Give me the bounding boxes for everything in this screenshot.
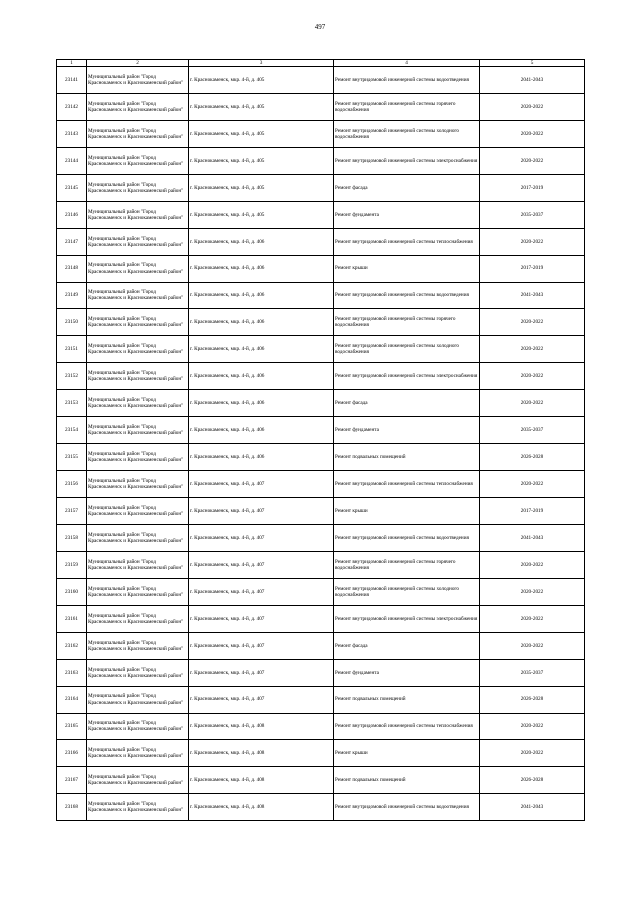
row-number-cell: 23148: [57, 255, 87, 282]
row-number-cell: 23145: [57, 174, 87, 201]
table-row: [57, 551, 585, 578]
row-number-cell: 23165: [57, 713, 87, 740]
address-cell: г. Краснокаменск, мкр. 4-й, д. 407: [189, 498, 334, 525]
period-cell: 2020-2022: [480, 363, 585, 390]
table-row: [57, 444, 585, 471]
work-type-cell: Ремонт фасада: [334, 390, 480, 417]
table-row: [57, 147, 585, 174]
municipality-cell: Муниципальный район "Город Краснокаменск и Краснокаменский район": [87, 363, 189, 390]
period-cell: 2035-2037: [480, 417, 585, 444]
period-cell: 2017-2019: [480, 174, 585, 201]
period-cell: 2020-2022: [480, 309, 585, 336]
table-row: [57, 336, 585, 363]
row-number-cell: 23150: [57, 309, 87, 336]
column-number-row: [57, 60, 585, 67]
work-type-cell: Ремонт внутридомовой инженерной системы электроснабжения: [334, 147, 480, 174]
table-row: [57, 659, 585, 686]
municipality-cell: Муниципальный район "Город Краснокаменск и Краснокаменский район": [87, 309, 189, 336]
table-row: [57, 471, 585, 498]
address-cell: г. Краснокаменск, мкр. 4-й, д. 406: [189, 417, 334, 444]
table-row: [57, 498, 585, 525]
municipality-cell: Муниципальный район "Город Краснокаменск и Краснокаменский район": [87, 147, 189, 174]
row-number-cell: 23151: [57, 336, 87, 363]
table-row: [57, 255, 585, 282]
municipality-cell: Муниципальный район "Город Краснокаменск и Краснокаменский район": [87, 498, 189, 525]
municipality-cell: Муниципальный район "Город Краснокаменск и Краснокаменский район": [87, 390, 189, 417]
address-cell: г. Краснокаменск, мкр. 4-й, д. 405: [189, 67, 334, 94]
municipality-cell: Муниципальный район "Город Краснокаменск и Краснокаменский район": [87, 255, 189, 282]
table-row: [57, 309, 585, 336]
work-type-cell: Ремонт фасада: [334, 174, 480, 201]
period-cell: 2035-2037: [480, 659, 585, 686]
address-cell: г. Краснокаменск, мкр. 4-й, д. 406: [189, 336, 334, 363]
address-cell: г. Краснокаменск, мкр. 4-й, д. 406: [189, 363, 334, 390]
work-type-cell: Ремонт внутридомовой инженерной системы горячего водоснабжения: [334, 93, 480, 120]
work-type-cell: Ремонт фасада: [334, 632, 480, 659]
row-number-cell: 23159: [57, 551, 87, 578]
row-number-cell: 23168: [57, 794, 87, 821]
row-number-cell: 23166: [57, 740, 87, 767]
period-cell: 2026-2028: [480, 686, 585, 713]
period-cell: 2041-2043: [480, 67, 585, 94]
table-row: [57, 767, 585, 794]
row-number-cell: 23160: [57, 578, 87, 605]
table-row: [57, 686, 585, 713]
work-type-cell: Ремонт внутридомовой инженерной системы водоотведения: [334, 67, 480, 94]
period-cell: 2035-2037: [480, 201, 585, 228]
table-row: [57, 417, 585, 444]
row-number-cell: 23143: [57, 120, 87, 147]
row-number-cell: 23158: [57, 524, 87, 551]
table-row: [57, 794, 585, 821]
row-number-cell: 23161: [57, 605, 87, 632]
table-row: [57, 740, 585, 767]
period-cell: 2020-2022: [480, 147, 585, 174]
work-type-cell: Ремонт внутридомовой инженерной системы холодного водоснабжения: [334, 578, 480, 605]
row-number-cell: 23164: [57, 686, 87, 713]
municipality-cell: Муниципальный район "Город Краснокаменск и Краснокаменский район": [87, 713, 189, 740]
municipality-cell: Муниципальный район "Город Краснокаменск и Краснокаменский район": [87, 93, 189, 120]
table-row: [57, 524, 585, 551]
address-cell: г. Краснокаменск, мкр. 4-й, д. 405: [189, 174, 334, 201]
row-number-cell: 23141: [57, 67, 87, 94]
period-cell: 2041-2043: [480, 524, 585, 551]
table-row: [57, 390, 585, 417]
address-cell: г. Краснокаменск, мкр. 4-й, д. 406: [189, 282, 334, 309]
municipality-cell: Муниципальный район "Город Краснокаменск и Краснокаменский район": [87, 605, 189, 632]
work-type-cell: Ремонт внутридомовой инженерной системы теплоснабжения: [334, 471, 480, 498]
period-cell: 2020-2022: [480, 713, 585, 740]
period-cell: 2020-2022: [480, 605, 585, 632]
row-number-cell: 23149: [57, 282, 87, 309]
column-number-header: 3: [189, 60, 334, 67]
period-cell: 2026-2028: [480, 767, 585, 794]
address-cell: г. Краснокаменск, мкр. 4-й, д. 407: [189, 686, 334, 713]
period-cell: 2020-2022: [480, 93, 585, 120]
work-type-cell: Ремонт фундамента: [334, 417, 480, 444]
work-type-cell: Ремонт крыши: [334, 255, 480, 282]
table-row: [57, 120, 585, 147]
period-cell: 2026-2028: [480, 444, 585, 471]
row-number-cell: 23142: [57, 93, 87, 120]
period-cell: 2017-2019: [480, 498, 585, 525]
address-cell: г. Краснокаменск, мкр. 4-й, д. 405: [189, 93, 334, 120]
work-type-cell: Ремонт внутридомовой инженерной системы электроснабжения: [334, 363, 480, 390]
work-type-cell: Ремонт внутридомовой инженерной системы холодного водоснабжения: [334, 336, 480, 363]
work-type-cell: Ремонт подвальных помещений: [334, 767, 480, 794]
address-cell: г. Краснокаменск, мкр. 4-й, д. 406: [189, 444, 334, 471]
period-cell: 2020-2022: [480, 551, 585, 578]
address-cell: г. Краснокаменск, мкр. 4-й, д. 407: [189, 471, 334, 498]
row-number-cell: 23146: [57, 201, 87, 228]
table-row: [57, 93, 585, 120]
period-cell: 2020-2022: [480, 471, 585, 498]
work-type-cell: Ремонт крыши: [334, 740, 480, 767]
row-number-cell: 23153: [57, 390, 87, 417]
table-body: [57, 67, 585, 821]
row-number-cell: 23154: [57, 417, 87, 444]
period-cell: 2020-2022: [480, 390, 585, 417]
table-row: [57, 605, 585, 632]
municipality-cell: Муниципальный район "Город Краснокаменск и Краснокаменский район": [87, 336, 189, 363]
municipality-cell: Муниципальный район "Город Краснокаменск и Краснокаменский район": [87, 659, 189, 686]
work-type-cell: Ремонт фундамента: [334, 201, 480, 228]
row-number-cell: 23144: [57, 147, 87, 174]
work-type-cell: Ремонт внутридомовой инженерной системы водоотведения: [334, 524, 480, 551]
period-cell: 2020-2022: [480, 336, 585, 363]
municipality-cell: Муниципальный район "Город Краснокаменск и Краснокаменский район": [87, 174, 189, 201]
address-cell: г. Краснокаменск, мкр. 4-й, д. 407: [189, 605, 334, 632]
address-cell: г. Краснокаменск, мкр. 4-й, д. 407: [189, 632, 334, 659]
address-cell: г. Краснокаменск, мкр. 4-й, д. 405: [189, 147, 334, 174]
work-type-cell: Ремонт фундамента: [334, 659, 480, 686]
work-type-cell: Ремонт внутридомовой инженерной системы водоотведения: [334, 794, 480, 821]
table-row: [57, 578, 585, 605]
municipality-cell: Муниципальный район "Город Краснокаменск и Краснокаменский район": [87, 632, 189, 659]
row-number-cell: 23156: [57, 471, 87, 498]
table-row: [57, 201, 585, 228]
work-type-cell: Ремонт внутридомовой инженерной системы водоотведения: [334, 282, 480, 309]
row-number-cell: 23163: [57, 659, 87, 686]
municipality-cell: Муниципальный район "Город Краснокаменск и Краснокаменский район": [87, 740, 189, 767]
work-type-cell: Ремонт внутридомовой инженерной системы горячего водоснабжения: [334, 309, 480, 336]
work-type-cell: Ремонт крыши: [334, 498, 480, 525]
row-number-cell: 23152: [57, 363, 87, 390]
work-type-cell: Ремонт внутридомовой инженерной системы теплоснабжения: [334, 228, 480, 255]
address-cell: г. Краснокаменск, мкр. 4-й, д. 405: [189, 120, 334, 147]
period-cell: 2017-2019: [480, 255, 585, 282]
address-cell: г. Краснокаменск, мкр. 4-й, д. 407: [189, 659, 334, 686]
period-cell: 2041-2043: [480, 282, 585, 309]
table-row: [57, 713, 585, 740]
row-number-cell: 23167: [57, 767, 87, 794]
municipality-cell: Муниципальный район "Город Краснокаменск и Краснокаменский район": [87, 67, 189, 94]
municipality-cell: Муниципальный район "Город Краснокаменск и Краснокаменский район": [87, 444, 189, 471]
column-number-header: 5: [480, 60, 585, 67]
period-cell: 2020-2022: [480, 120, 585, 147]
table-row: [57, 174, 585, 201]
table-row: [57, 363, 585, 390]
municipality-cell: Муниципальный район "Город Краснокаменск и Краснокаменский район": [87, 120, 189, 147]
address-cell: г. Краснокаменск, мкр. 4-й, д. 407: [189, 551, 334, 578]
municipality-cell: Муниципальный район "Город Краснокаменск и Краснокаменский район": [87, 578, 189, 605]
municipality-cell: Муниципальный район "Город Краснокаменск и Краснокаменский район": [87, 228, 189, 255]
address-cell: г. Краснокаменск, мкр. 4-й, д. 406: [189, 309, 334, 336]
address-cell: г. Краснокаменск, мкр. 4-й, д. 408: [189, 794, 334, 821]
municipality-cell: Муниципальный район "Город Краснокаменск и Краснокаменский район": [87, 524, 189, 551]
municipality-cell: Муниципальный район "Город Краснокаменск и Краснокаменский район": [87, 794, 189, 821]
page-number: 497: [314, 23, 326, 31]
row-number-cell: 23157: [57, 498, 87, 525]
address-cell: г. Краснокаменск, мкр. 4-й, д. 408: [189, 740, 334, 767]
work-type-cell: Ремонт внутридомовой инженерной системы электроснабжения: [334, 605, 480, 632]
column-number-header: 4: [334, 60, 480, 67]
address-cell: г. Краснокаменск, мкр. 4-й, д. 408: [189, 713, 334, 740]
address-cell: г. Краснокаменск, мкр. 4-й, д. 408: [189, 767, 334, 794]
address-cell: г. Краснокаменск, мкр. 4-й, д. 406: [189, 390, 334, 417]
address-cell: г. Краснокаменск, мкр. 4-й, д. 405: [189, 201, 334, 228]
municipality-cell: Муниципальный район "Город Краснокаменск и Краснокаменский район": [87, 686, 189, 713]
period-cell: 2020-2022: [480, 228, 585, 255]
work-type-cell: Ремонт подвальных помещений: [334, 444, 480, 471]
municipality-cell: Муниципальный район "Город Краснокаменск и Краснокаменский район": [87, 201, 189, 228]
column-number-header: 2: [87, 60, 189, 67]
row-number-cell: 23162: [57, 632, 87, 659]
table-row: [57, 282, 585, 309]
work-type-cell: Ремонт подвальных помещений: [334, 686, 480, 713]
period-cell: 2020-2022: [480, 740, 585, 767]
address-cell: г. Краснокаменск, мкр. 4-й, д. 407: [189, 524, 334, 551]
municipality-cell: Муниципальный район "Город Краснокаменск и Краснокаменский район": [87, 282, 189, 309]
period-cell: 2041-2043: [480, 794, 585, 821]
address-cell: г. Краснокаменск, мкр. 4-й, д. 406: [189, 228, 334, 255]
municipality-cell: Муниципальный район "Город Краснокаменск и Краснокаменский район": [87, 767, 189, 794]
address-cell: г. Краснокаменск, мкр. 4-й, д. 407: [189, 578, 334, 605]
work-type-cell: Ремонт внутридомовой инженерной системы теплоснабжения: [334, 713, 480, 740]
table-row: [57, 632, 585, 659]
municipality-cell: Муниципальный район "Город Краснокаменск и Краснокаменский район": [87, 471, 189, 498]
table-row: [57, 228, 585, 255]
row-number-cell: 23155: [57, 444, 87, 471]
period-cell: 2020-2022: [480, 578, 585, 605]
address-cell: г. Краснокаменск, мкр. 4-й, д. 406: [189, 255, 334, 282]
municipality-cell: Муниципальный район "Город Краснокаменск и Краснокаменский район": [87, 551, 189, 578]
work-type-cell: Ремонт внутридомовой инженерной системы горячего водоснабжения: [334, 551, 480, 578]
repair-schedule-table: [56, 59, 585, 821]
column-number-header: 1: [57, 60, 87, 67]
municipality-cell: Муниципальный район "Город Краснокаменск и Краснокаменский район": [87, 417, 189, 444]
row-number-cell: 23147: [57, 228, 87, 255]
period-cell: 2020-2022: [480, 632, 585, 659]
table-row: [57, 67, 585, 94]
work-type-cell: Ремонт внутридомовой инженерной системы холодного водоснабжения: [334, 120, 480, 147]
